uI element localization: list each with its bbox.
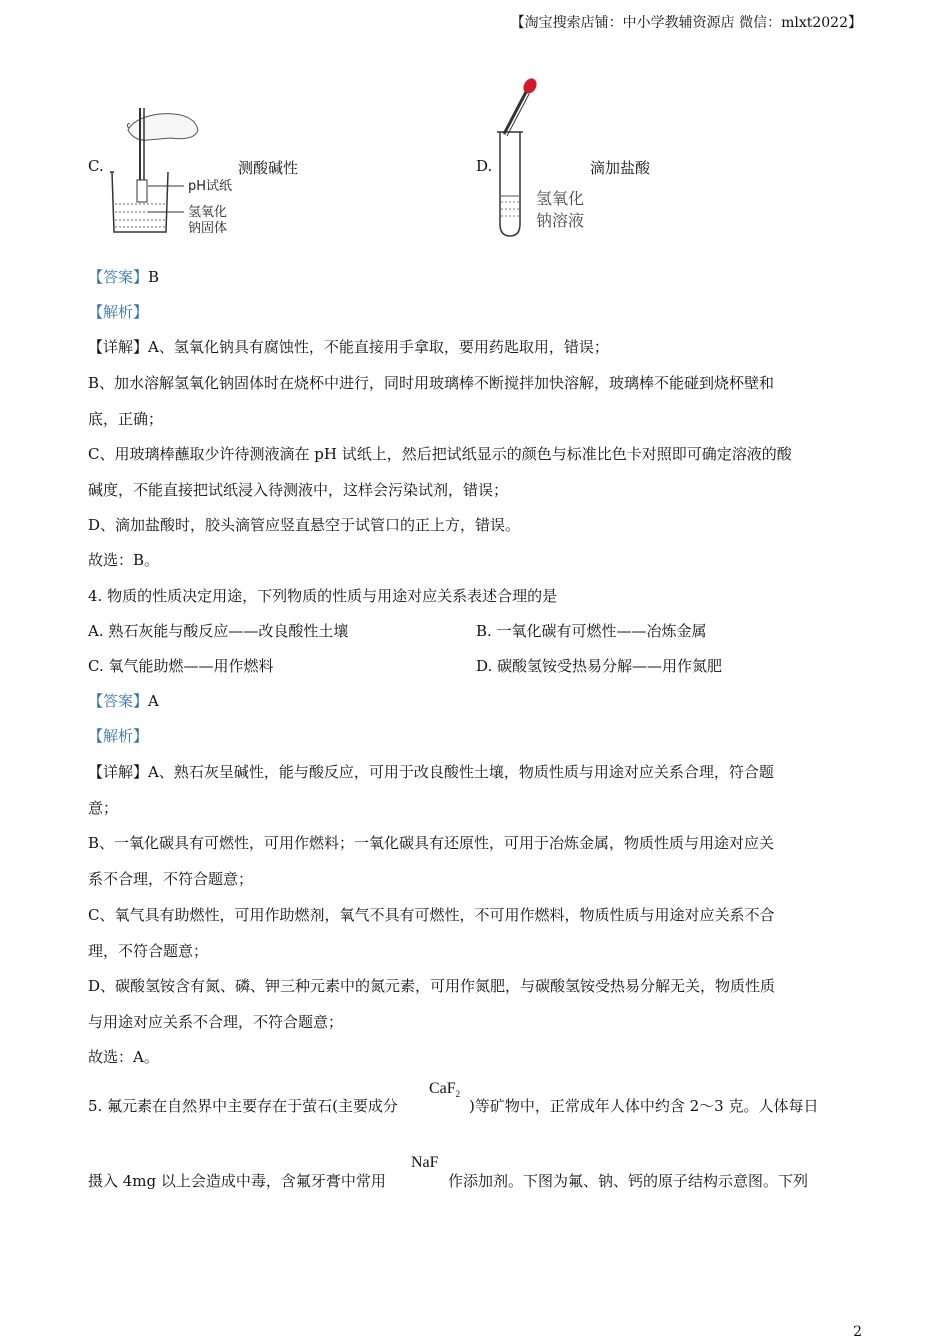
page-number: 2 bbox=[853, 1324, 862, 1340]
q5-line-1b: )等矿物中，正常成年人体中约含 2～3 克。人体每日 bbox=[469, 1097, 819, 1115]
figure-d-option: D. bbox=[476, 157, 493, 175]
q4-conclusion: 故选：A。 bbox=[88, 1048, 159, 1066]
figure-c-ph-test-illustration bbox=[104, 100, 254, 240]
q3-detail-text-1: A、氢氧化钠具有腐蚀性，不能直接用手拿取，要用药匙取用，错误； bbox=[148, 338, 609, 356]
q4-detail-line-3: B、一氧化碳具有可燃性，可用作燃料；一氧化碳具有还原性，可用于冶炼金属，物质性质与用途对应关 bbox=[88, 834, 775, 852]
q4-detail-text-1: A、熟石灰呈碱性，能与酸反应，可用于改良酸性土壤，物质性质与用途对应关系合理，符合题 bbox=[148, 763, 774, 781]
figure-d-dropper-illustration bbox=[492, 76, 602, 240]
q3-detail-line-1 bbox=[88, 336, 609, 357]
q4-option-c: C. 氧气能助燃——用作燃料 bbox=[88, 657, 274, 675]
figure-d-caption: 滴加盐酸 bbox=[590, 159, 651, 177]
figure-c-caption: 测酸碱性 bbox=[238, 159, 299, 177]
figure-d-label-sol-1: 氢氧化 bbox=[536, 189, 585, 208]
q4-detail-line-8: 与用途对应关系不合理，不符合题意； bbox=[88, 1013, 344, 1031]
q3-answer bbox=[88, 266, 159, 287]
q3-detail-line-6: D、滴加盐酸时，胶头滴管应竖直悬空于试管口的正上方，错误。 bbox=[88, 516, 521, 534]
q3-detail-line-2: B、加水溶解氢氧化钠固体时在烧杯中进行，同时用玻璃棒不断搅拌加快溶解，玻璃棒不能碰到烧杯壁和 bbox=[88, 374, 775, 392]
q4-answer-value: A bbox=[148, 692, 159, 710]
q4-detail-line-4: 系不合理，不符合题意； bbox=[88, 870, 254, 888]
figure-c-label-solid-2: 钠固体 bbox=[188, 221, 228, 236]
q3-analysis-tag: 【解析】 bbox=[88, 303, 149, 321]
figure-c-label-solid-1: 氢氧化 bbox=[188, 205, 228, 220]
q5-formula-caf2 bbox=[429, 1080, 460, 1099]
figure-c-option: C. bbox=[88, 157, 104, 175]
q4-detail-line-7: D、碳酸氢铵含有氮、磷、钾三种元素中的氮元素，可用作氮肥，与碳酸氢铵受热易分解无关，物质性质 bbox=[88, 977, 776, 995]
q3-detail-line-4: C、用玻璃棒蘸取少许待测液滴在 pH 试纸上，然后把试纸显示的颜色与标准比色卡对照即可确定溶液的酸 bbox=[88, 445, 792, 463]
q3-conclusion: 故选：B。 bbox=[88, 551, 160, 569]
q5-formula-caf: CaF bbox=[429, 1080, 456, 1097]
q4-option-d: D. 碳酸氢铵受热易分解——用作氮肥 bbox=[476, 657, 723, 675]
q4-option-b: B. 一氧化碳有可燃性——冶炼金属 bbox=[476, 622, 707, 640]
q3-answer-tag: 【答案】 bbox=[88, 268, 149, 286]
q5-formula-caf-sub: 2 bbox=[455, 1089, 461, 1100]
q3-answer-value: B bbox=[148, 268, 160, 286]
q3-detail-line-5: 碱度，不能直接把试纸浸入待测液中，这样会污染试剂，错误； bbox=[88, 481, 509, 499]
q4-stem: 4. 物质的性质决定用途，下列物质的性质与用途对应关系表述合理的是 bbox=[88, 587, 558, 605]
q4-answer bbox=[88, 690, 159, 711]
q3-detail-line-3: 底，正确； bbox=[88, 410, 164, 428]
q4-detail-line-2: 意； bbox=[88, 799, 119, 817]
q5-line-2b: 作添加剂。下图为氟、钠、钙的原子结构示意图。下列 bbox=[448, 1172, 809, 1190]
q5-formula-naf: NaF bbox=[411, 1154, 439, 1171]
figure-d-label-sol-2: 钠溶液 bbox=[536, 211, 585, 230]
q3-detail-tag: 【详解】 bbox=[88, 338, 149, 356]
q5-line-1a: 5. 氟元素在自然界中主要存在于萤石(主要成分 bbox=[88, 1097, 398, 1115]
figure-c-label-ph: pH试纸 bbox=[188, 179, 233, 194]
q4-detail-line-5: C、氧气具有助燃性，可用作助燃剂，氧气不具有可燃性，不可用作燃料，物质性质与用途对应关系不合 bbox=[88, 906, 775, 924]
q4-detail-line-6: 理，不符合题意； bbox=[88, 942, 209, 960]
page-header: 【淘宝搜索店铺：中小学教辅资源店 微信：mlxt2022】 bbox=[510, 15, 862, 31]
q4-analysis-tag: 【解析】 bbox=[88, 727, 149, 745]
q4-detail-tag: 【详解】 bbox=[88, 763, 149, 781]
q4-answer-tag: 【答案】 bbox=[88, 692, 149, 710]
q4-option-a: A. 熟石灰能与酸反应——改良酸性土壤 bbox=[88, 622, 349, 640]
q4-detail-line-1 bbox=[88, 761, 774, 782]
q5-line-2a: 摄入 4mg 以上会造成中毒，含氟牙膏中常用 bbox=[88, 1172, 386, 1190]
